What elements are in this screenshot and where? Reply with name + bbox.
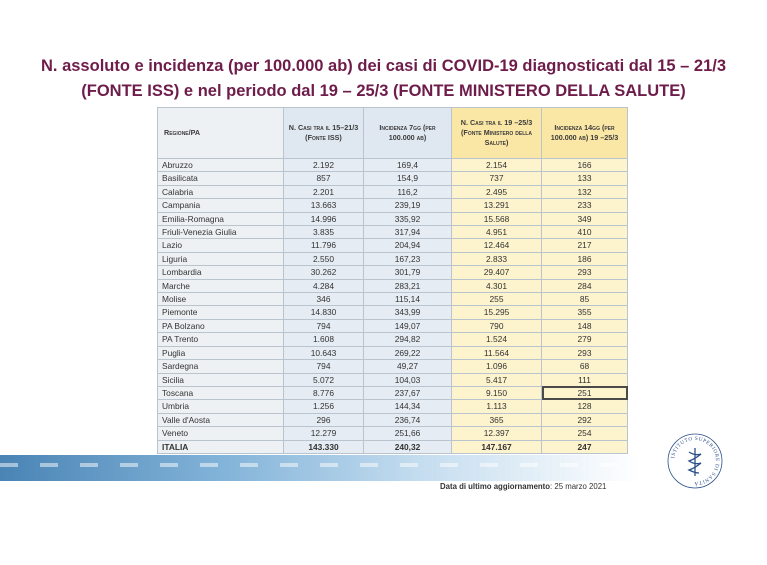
table-row: [158, 413, 628, 426]
cell-cases-ministry: 29.407: [452, 266, 542, 279]
table-row: [158, 400, 628, 413]
seal-text: ISTITUTO SUPERIORE DI SANITÀ: [670, 435, 721, 487]
cell-incidence-iss: 239,19: [364, 199, 452, 212]
cell-region: Veneto: [158, 427, 284, 440]
cell-region: Umbria: [158, 400, 284, 413]
cell-incidence-ministry: 279: [542, 333, 628, 346]
cell-cases-iss: 2.192: [284, 159, 364, 172]
table-row: [158, 373, 628, 386]
cell-incidence-ministry: 284: [542, 279, 628, 292]
title-line-1: N. assoluto e incidenza (per 100.000 ab) dei casi di COVID-19 diagnosticati dal 15 – 21/3: [41, 57, 726, 75]
table-row: [158, 386, 628, 399]
cell-region: Sicilia: [158, 373, 284, 386]
cell-cases-iss: 1.256: [284, 400, 364, 413]
last-update-date: : 25 marzo 2021: [550, 482, 607, 491]
cell-incidence-ministry: 293: [542, 266, 628, 279]
cell-cases-ministry: 365: [452, 413, 542, 426]
cell-region: Molise: [158, 293, 284, 306]
cell-incidence-ministry: 111: [542, 373, 628, 386]
cell-incidence-ministry: 247: [542, 440, 628, 453]
cell-region: Basilicata: [158, 172, 284, 185]
cell-cases-iss: 11.796: [284, 239, 364, 252]
cell-incidence-iss: 251,66: [364, 427, 452, 440]
header-region: Regione/PA: [158, 108, 284, 159]
cell-incidence-ministry: 349: [542, 212, 628, 225]
cell-incidence-ministry: 292: [542, 413, 628, 426]
cell-region: Marche: [158, 279, 284, 292]
cell-incidence-iss: 49,27: [364, 360, 452, 373]
table-row: [158, 360, 628, 373]
cell-cases-ministry: 147.167: [452, 440, 542, 453]
cell-incidence-ministry: 132: [542, 185, 628, 198]
cell-cases-iss: 794: [284, 319, 364, 332]
cell-cases-ministry: 11.564: [452, 346, 542, 359]
cell-region: Campania: [158, 199, 284, 212]
cell-region: Liguria: [158, 252, 284, 265]
cell-incidence-iss: 343,99: [364, 306, 452, 319]
cell-cases-ministry: 12.397: [452, 427, 542, 440]
cell-incidence-ministry: 148: [542, 319, 628, 332]
cell-region: Sardegna: [158, 360, 284, 373]
cell-cases-iss: 2.201: [284, 185, 364, 198]
cell-cases-iss: 13.663: [284, 199, 364, 212]
cell-incidence-ministry: 410: [542, 226, 628, 239]
cell-cases-ministry: 2.495: [452, 185, 542, 198]
cell-cases-ministry: 2.833: [452, 252, 542, 265]
cell-region: Lazio: [158, 239, 284, 252]
cell-incidence-ministry: 186: [542, 252, 628, 265]
header-incidence-ministry: Incidenza 14gg (per 100.000 ab) 19 –25/3: [542, 108, 628, 159]
cell-cases-iss: 346: [284, 293, 364, 306]
cell-cases-iss: 10.643: [284, 346, 364, 359]
cell-incidence-iss: 335,92: [364, 212, 452, 225]
cell-region: Friuli-Venezia Giulia: [158, 226, 284, 239]
cell-incidence-iss: 283,21: [364, 279, 452, 292]
cell-incidence-iss: 115,14: [364, 293, 452, 306]
cell-cases-iss: 1.608: [284, 333, 364, 346]
cell-cases-iss: 2.550: [284, 252, 364, 265]
cell-cases-iss: 30.262: [284, 266, 364, 279]
table-row: [158, 172, 628, 185]
cell-cases-ministry: 4.301: [452, 279, 542, 292]
cell-cases-iss: 12.279: [284, 427, 364, 440]
title-line-2: (FONTE ISS) e nel periodo dal 19 – 25/3 (FONTE MINISTERO DELLA SALUTE): [81, 82, 686, 100]
cell-incidence-iss: 240,32: [364, 440, 452, 453]
cell-cases-iss: 794: [284, 360, 364, 373]
cell-region: ITALIA: [158, 440, 284, 453]
cell-incidence-ministry: 233: [542, 199, 628, 212]
cell-cases-ministry: 737: [452, 172, 542, 185]
table-row: [158, 199, 628, 212]
cell-region: PA Bolzano: [158, 319, 284, 332]
cell-incidence-ministry: 85: [542, 293, 628, 306]
table-header-row: [158, 108, 628, 159]
table-row: [158, 293, 628, 306]
cell-cases-ministry: 1.524: [452, 333, 542, 346]
last-update: [440, 482, 606, 491]
last-update-label: Data di ultimo aggiornamento: [440, 482, 551, 491]
cell-incidence-ministry: 293: [542, 346, 628, 359]
header-cases-iss: N. Casi tra il 15–21/3 (Fonte ISS): [284, 108, 364, 159]
table-row: [158, 333, 628, 346]
cell-cases-ministry: 15.295: [452, 306, 542, 319]
cell-region: Abruzzo: [158, 159, 284, 172]
cell-incidence-iss: 167,23: [364, 252, 452, 265]
cell-region: Puglia: [158, 346, 284, 359]
table-row: [158, 185, 628, 198]
cell-cases-iss: 4.284: [284, 279, 364, 292]
table-row: [158, 279, 628, 292]
cell-incidence-ministry: 68: [542, 360, 628, 373]
header-cases-ministry: N. Casi tra il 19 –25/3 (Fonte Ministero della Salute): [452, 108, 542, 159]
table-row: [158, 252, 628, 265]
iss-seal-logo: [666, 432, 724, 490]
cell-incidence-iss: 204,94: [364, 239, 452, 252]
caduceus-icon: [689, 448, 701, 476]
header-incidence-iss: Incidenza 7gg (per 100.000 ab): [364, 108, 452, 159]
cell-incidence-iss: 154,9: [364, 172, 452, 185]
cell-cases-iss: 5.072: [284, 373, 364, 386]
cell-region: Piemonte: [158, 306, 284, 319]
cell-cases-iss: 3.835: [284, 226, 364, 239]
cell-incidence-iss: 144,34: [364, 400, 452, 413]
table-row: [158, 159, 628, 172]
cell-incidence-ministry: 128: [542, 400, 628, 413]
cell-incidence-ministry: 133: [542, 172, 628, 185]
cell-cases-ministry: 1.096: [452, 360, 542, 373]
cell-region: Emilia-Romagna: [158, 212, 284, 225]
cell-cases-ministry: 15.568: [452, 212, 542, 225]
cell-cases-iss: 14.830: [284, 306, 364, 319]
cell-incidence-ministry: 254: [542, 427, 628, 440]
cell-incidence-iss: 294,82: [364, 333, 452, 346]
cell-incidence-ministry: 166: [542, 159, 628, 172]
cell-incidence-iss: 236,74: [364, 413, 452, 426]
cell-incidence-ministry: 217: [542, 239, 628, 252]
cell-incidence-ministry: 355: [542, 306, 628, 319]
cell-cases-iss: 8.776: [284, 386, 364, 399]
cell-incidence-iss: 149,07: [364, 319, 452, 332]
decorative-stripe: [0, 455, 640, 481]
page-title: [0, 54, 767, 104]
cell-cases-ministry: 1.113: [452, 400, 542, 413]
table-row: [158, 266, 628, 279]
cell-incidence-iss: 317,94: [364, 226, 452, 239]
table-row: [158, 239, 628, 252]
cell-incidence-ministry: 251: [542, 386, 628, 399]
cell-incidence-iss: 269,22: [364, 346, 452, 359]
cell-cases-ministry: 9.150: [452, 386, 542, 399]
cell-incidence-iss: 116,2: [364, 185, 452, 198]
cell-cases-ministry: 2.154: [452, 159, 542, 172]
cell-region: Calabria: [158, 185, 284, 198]
cell-cases-ministry: 12.464: [452, 239, 542, 252]
cell-cases-iss: 296: [284, 413, 364, 426]
table-row: [158, 319, 628, 332]
cell-region: Toscana: [158, 386, 284, 399]
table-row: [158, 306, 628, 319]
cell-cases-ministry: 4.951: [452, 226, 542, 239]
cell-incidence-iss: 301,79: [364, 266, 452, 279]
table-row: [158, 346, 628, 359]
cell-region: Lombardia: [158, 266, 284, 279]
cell-cases-iss: 143.330: [284, 440, 364, 453]
cell-incidence-iss: 104,03: [364, 373, 452, 386]
cell-cases-ministry: 13.291: [452, 199, 542, 212]
table-row: [158, 226, 628, 239]
table-row: [158, 212, 628, 225]
cell-cases-iss: 14.996: [284, 212, 364, 225]
table-row-total: [158, 440, 628, 453]
cell-cases-ministry: 5.417: [452, 373, 542, 386]
cell-region: PA Trento: [158, 333, 284, 346]
cell-incidence-iss: 169,4: [364, 159, 452, 172]
cell-cases-ministry: 790: [452, 319, 542, 332]
covid-cases-table: [157, 107, 627, 454]
cell-cases-iss: 857: [284, 172, 364, 185]
cell-incidence-iss: 237,67: [364, 386, 452, 399]
cell-region: Valle d'Aosta: [158, 413, 284, 426]
cell-cases-ministry: 255: [452, 293, 542, 306]
table-row: [158, 427, 628, 440]
